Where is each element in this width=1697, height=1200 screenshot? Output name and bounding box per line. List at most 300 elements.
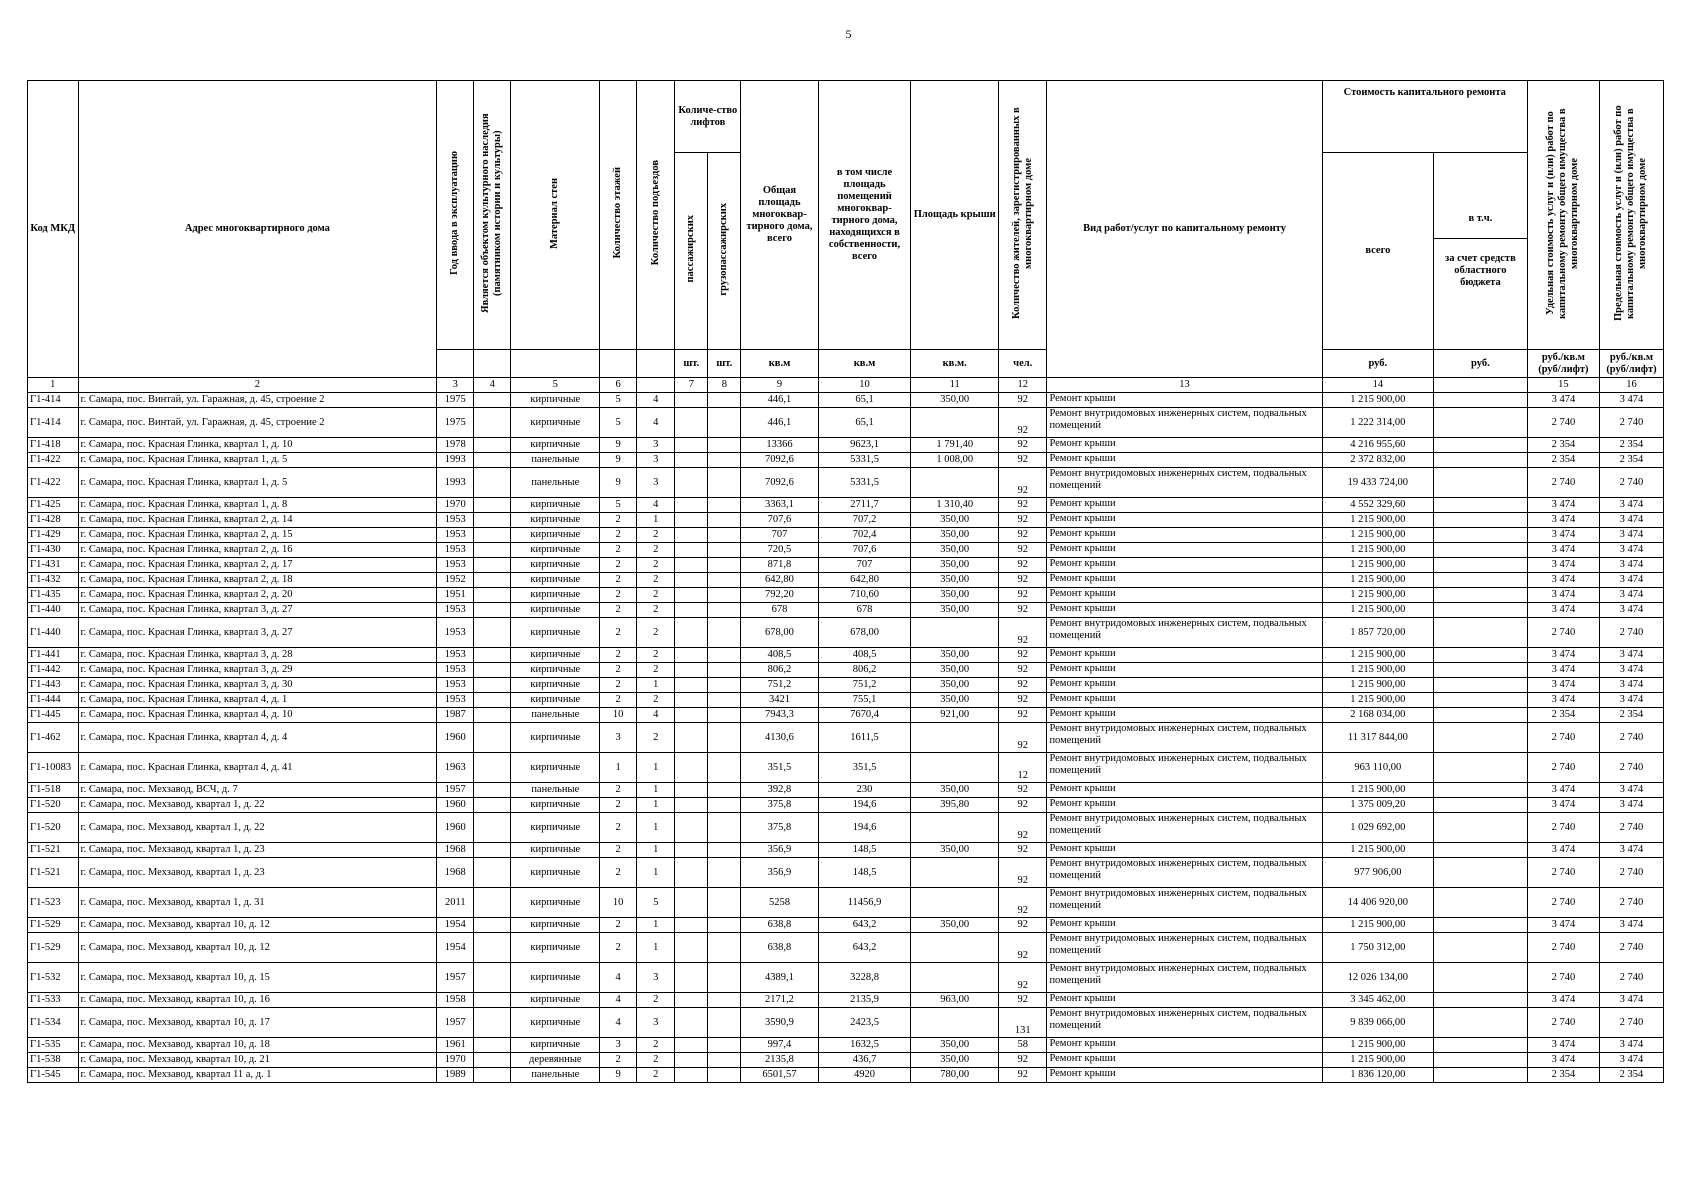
cell-floors: 5 [600, 393, 637, 408]
cell-owned-area: 194,6 [818, 813, 911, 843]
cell-unit-cost: 2 740 [1527, 858, 1599, 888]
cell-year: 1953 [437, 528, 474, 543]
cell-material: кирпичные [511, 393, 600, 408]
cell-residents: 92 [999, 393, 1047, 408]
table-row [28, 468, 1664, 498]
cell-floors: 2 [600, 618, 637, 648]
cell-heritage [474, 933, 511, 963]
cell-cost-total: 1 750 312,00 [1322, 933, 1433, 963]
cell-max-cost: 3 474 [1599, 1038, 1663, 1053]
cell-floors: 3 [600, 1038, 637, 1053]
cell-lifts-passenger [675, 573, 708, 588]
cell-year: 1957 [437, 1008, 474, 1038]
cell-cost-total: 2 168 034,00 [1322, 708, 1433, 723]
cell-heritage [474, 648, 511, 663]
cell-total-area: 997,4 [741, 1038, 818, 1053]
cell-unit-cost: 2 740 [1527, 618, 1599, 648]
cell-lifts-cargo [708, 573, 741, 588]
cell-heritage [474, 813, 511, 843]
cell-address: г. Самара, пос. Красная Глинка, квартал 4, д. 10 [78, 708, 437, 723]
cell-code: Г1-535 [28, 1038, 79, 1053]
cell-code: Г1-440 [28, 618, 79, 648]
cell-unit-cost: 2 740 [1527, 963, 1599, 993]
cell-residents: 92 [999, 528, 1047, 543]
cell-material: кирпичные [511, 408, 600, 438]
cell-owned-area: 2423,5 [818, 1008, 911, 1038]
cell-year: 1961 [437, 1038, 474, 1053]
cell-lifts-passenger [675, 408, 708, 438]
cell-entrances: 1 [637, 858, 675, 888]
cell-roof-area [911, 618, 999, 648]
cell-owned-area: 11456,9 [818, 888, 911, 918]
cell-entrances: 1 [637, 843, 675, 858]
cell-lifts-cargo [708, 408, 741, 438]
cell-lifts-passenger [675, 723, 708, 753]
cell-floors: 2 [600, 843, 637, 858]
cell-residents: 92 [999, 693, 1047, 708]
cell-cost-regional [1434, 813, 1528, 843]
cell-lifts-passenger [675, 858, 708, 888]
cell-floors: 5 [600, 408, 637, 438]
cell-code: Г1-440 [28, 603, 79, 618]
cell-owned-area: 65,1 [818, 408, 911, 438]
cell-work-type: Ремонт крыши [1047, 783, 1322, 798]
cell-code: Г1-418 [28, 438, 79, 453]
unit-rub-1: руб. [1322, 350, 1433, 378]
cell-unit-cost: 3 474 [1527, 558, 1599, 573]
cell-cost-regional [1434, 798, 1528, 813]
cell-code: Г1-533 [28, 993, 79, 1008]
column-number: 11 [911, 378, 999, 393]
cell-year: 1963 [437, 753, 474, 783]
cell-material: кирпичные [511, 558, 600, 573]
cell-owned-area: 4920 [818, 1068, 911, 1083]
cell-floors: 2 [600, 603, 637, 618]
cell-cost-total: 4 216 955,60 [1322, 438, 1433, 453]
cell-total-area: 351,5 [741, 753, 818, 783]
cell-cost-total: 3 345 462,00 [1322, 993, 1433, 1008]
cell-material: кирпичные [511, 438, 600, 453]
cell-code: Г1-10083 [28, 753, 79, 783]
table-row [28, 573, 1664, 588]
cell-heritage [474, 843, 511, 858]
column-number: 12 [999, 378, 1047, 393]
cell-max-cost: 3 474 [1599, 603, 1663, 618]
cell-heritage [474, 438, 511, 453]
cell-roof-area: 350,00 [911, 543, 999, 558]
cell-address: г. Самара, пос. Мехзавод, квартал 10, д. 17 [78, 1008, 437, 1038]
cell-lifts-passenger [675, 453, 708, 468]
cell-cost-total: 977 906,00 [1322, 858, 1433, 888]
cell-entrances: 2 [637, 603, 675, 618]
cell-floors: 2 [600, 573, 637, 588]
cell-code: Г1-538 [28, 1053, 79, 1068]
header-lifts-cargo: грузопассажирских [708, 153, 741, 350]
cell-address: г. Самара, пос. Красная Глинка, квартал 3, д. 29 [78, 663, 437, 678]
cell-work-type: Ремонт внутридомовых инженерных систем, подвальных помещений [1047, 963, 1322, 993]
cell-heritage [474, 588, 511, 603]
cell-year: 1970 [437, 498, 474, 513]
cell-unit-cost: 2 740 [1527, 888, 1599, 918]
cell-total-area: 7092,6 [741, 468, 818, 498]
cell-material: кирпичные [511, 513, 600, 528]
cell-total-area: 642,80 [741, 573, 818, 588]
cell-max-cost: 2 740 [1599, 753, 1663, 783]
cell-cost-total: 1 215 900,00 [1322, 1053, 1433, 1068]
cell-total-area: 375,8 [741, 813, 818, 843]
cell-cost-total: 1 215 900,00 [1322, 528, 1433, 543]
cell-lifts-cargo [708, 393, 741, 408]
cell-lifts-passenger [675, 393, 708, 408]
cell-code: Г1-462 [28, 723, 79, 753]
cell-heritage [474, 663, 511, 678]
cell-owned-area: 2711,7 [818, 498, 911, 513]
cell-heritage [474, 783, 511, 798]
unit-material [511, 350, 600, 378]
cell-lifts-passenger [675, 1053, 708, 1068]
unit-pcs-2: шт. [708, 350, 741, 378]
unit-year [437, 350, 474, 378]
cell-roof-area: 1 310,40 [911, 498, 999, 513]
cell-lifts-cargo [708, 843, 741, 858]
cell-floors: 2 [600, 783, 637, 798]
cell-roof-area: 780,00 [911, 1068, 999, 1083]
cell-max-cost: 3 474 [1599, 918, 1663, 933]
cell-work-type: Ремонт внутридомовых инженерных систем, подвальных помещений [1047, 858, 1322, 888]
cell-code: Г1-529 [28, 933, 79, 963]
cell-roof-area [911, 813, 999, 843]
table-row [28, 543, 1664, 558]
cell-floors: 4 [600, 963, 637, 993]
cell-heritage [474, 1008, 511, 1038]
cell-address: г. Самара, пос. Красная Глинка, квартал 4, д. 41 [78, 753, 437, 783]
cell-residents: 92 [999, 498, 1047, 513]
table-body [28, 393, 1664, 1083]
cell-material: кирпичные [511, 888, 600, 918]
cell-lifts-cargo [708, 993, 741, 1008]
cell-owned-area: 806,2 [818, 663, 911, 678]
cell-total-area: 356,9 [741, 843, 818, 858]
table-row [28, 858, 1664, 888]
cell-work-type: Ремонт крыши [1047, 663, 1322, 678]
unit-sqm-2: кв.м [818, 350, 911, 378]
cell-owned-area: 148,5 [818, 858, 911, 888]
cell-roof-area: 350,00 [911, 663, 999, 678]
cell-material: панельные [511, 783, 600, 798]
cell-lifts-cargo [708, 1053, 741, 1068]
cell-address: г. Самара, пос. Винтай, ул. Гаражная, д. 45, строение 2 [78, 408, 437, 438]
cell-cost-regional [1434, 1008, 1528, 1038]
cell-unit-cost: 3 474 [1527, 918, 1599, 933]
cell-lifts-passenger [675, 618, 708, 648]
cell-unit-cost: 3 474 [1527, 498, 1599, 513]
cell-roof-area: 350,00 [911, 573, 999, 588]
cell-floors: 2 [600, 813, 637, 843]
cell-lifts-passenger [675, 1038, 708, 1053]
cell-year: 1975 [437, 408, 474, 438]
cell-heritage [474, 393, 511, 408]
cell-lifts-passenger [675, 693, 708, 708]
cell-floors: 1 [600, 753, 637, 783]
cell-work-type: Ремонт крыши [1047, 603, 1322, 618]
cell-material: кирпичные [511, 543, 600, 558]
cell-address: г. Самара, пос. Красная Глинка, квартал 1, д. 8 [78, 498, 437, 513]
cell-entrances: 4 [637, 498, 675, 513]
cell-max-cost: 2 740 [1599, 1008, 1663, 1038]
cell-entrances: 2 [637, 1068, 675, 1083]
cell-entrances: 3 [637, 468, 675, 498]
cell-address: г. Самара, пос. Красная Глинка, квартал 2, д. 15 [78, 528, 437, 543]
cell-material: кирпичные [511, 573, 600, 588]
cell-owned-area: 678 [818, 603, 911, 618]
cell-heritage [474, 1038, 511, 1053]
cell-total-area: 446,1 [741, 393, 818, 408]
cell-code: Г1-532 [28, 963, 79, 993]
cell-unit-cost: 3 474 [1527, 678, 1599, 693]
cell-roof-area: 350,00 [911, 678, 999, 693]
cell-lifts-cargo [708, 708, 741, 723]
cell-roof-area: 963,00 [911, 993, 999, 1008]
cell-work-type: Ремонт внутридомовых инженерных систем, подвальных помещений [1047, 1008, 1322, 1038]
table-row [28, 618, 1664, 648]
column-number: 15 [1527, 378, 1599, 393]
cell-address: г. Самара, пос. Красная Глинка, квартал 3, д. 27 [78, 618, 437, 648]
column-numbers-row [28, 378, 1664, 393]
cell-total-area: 751,2 [741, 678, 818, 693]
cell-heritage [474, 498, 511, 513]
cell-heritage [474, 753, 511, 783]
cell-cost-regional [1434, 858, 1528, 888]
cell-floors: 2 [600, 648, 637, 663]
cell-address: г. Самара, пос. Мехзавод, ВСЧ, д. 7 [78, 783, 437, 798]
column-number: 16 [1599, 378, 1663, 393]
cell-cost-total: 963 110,00 [1322, 753, 1433, 783]
table-row [28, 663, 1664, 678]
cell-address: г. Самара, пос. Мехзавод, квартал 10, д. 12 [78, 918, 437, 933]
cell-floors: 10 [600, 888, 637, 918]
cell-year: 1957 [437, 963, 474, 993]
cell-code: Г1-429 [28, 528, 79, 543]
cell-total-area: 3363,1 [741, 498, 818, 513]
cell-max-cost: 3 474 [1599, 513, 1663, 528]
cell-owned-area: 702,4 [818, 528, 911, 543]
cell-work-type: Ремонт крыши [1047, 1038, 1322, 1053]
cell-total-area: 375,8 [741, 798, 818, 813]
cell-total-area: 13366 [741, 438, 818, 453]
cell-lifts-cargo [708, 783, 741, 798]
cell-code: Г1-428 [28, 513, 79, 528]
cell-work-type: Ремонт крыши [1047, 543, 1322, 558]
cell-work-type: Ремонт внутридомовых инженерных систем, подвальных помещений [1047, 618, 1322, 648]
column-number: 3 [437, 378, 474, 393]
cell-work-type: Ремонт крыши [1047, 393, 1322, 408]
cell-cost-regional [1434, 453, 1528, 468]
cell-address: г. Самара, пос. Красная Глинка, квартал 2, д. 17 [78, 558, 437, 573]
cell-total-area: 2171,2 [741, 993, 818, 1008]
cell-residents: 92 [999, 603, 1047, 618]
header-address: Адрес многоквартирного дома [78, 81, 437, 378]
cell-max-cost: 3 474 [1599, 783, 1663, 798]
table-row [28, 933, 1664, 963]
header-heritage: Является объектом культурного наследия (памятником истории и культуры) [474, 81, 511, 350]
cell-material: панельные [511, 453, 600, 468]
cell-year: 1951 [437, 588, 474, 603]
cell-owned-area: 642,80 [818, 573, 911, 588]
cell-cost-total: 1 215 900,00 [1322, 1038, 1433, 1053]
cell-year: 1953 [437, 513, 474, 528]
cell-address: г. Самара, пос. Мехзавод, квартал 1, д. 22 [78, 798, 437, 813]
cell-cost-regional [1434, 408, 1528, 438]
cell-max-cost: 3 474 [1599, 543, 1663, 558]
cell-floors: 2 [600, 1053, 637, 1068]
cell-owned-area: 5331,5 [818, 468, 911, 498]
cell-residents: 92 [999, 573, 1047, 588]
cell-roof-area: 350,00 [911, 693, 999, 708]
cell-cost-total: 1 215 900,00 [1322, 843, 1433, 858]
cell-cost-total: 1 857 720,00 [1322, 618, 1433, 648]
cell-floors: 2 [600, 798, 637, 813]
cell-owned-area: 7670,4 [818, 708, 911, 723]
cell-address: г. Самара, пос. Мехзавод, квартал 10, д. 12 [78, 933, 437, 963]
table-row [28, 1068, 1664, 1083]
cell-total-area: 678,00 [741, 618, 818, 648]
cell-work-type: Ремонт крыши [1047, 588, 1322, 603]
cell-unit-cost: 3 474 [1527, 513, 1599, 528]
cell-lifts-passenger [675, 933, 708, 963]
cell-lifts-passenger [675, 588, 708, 603]
cell-lifts-passenger [675, 558, 708, 573]
cell-lifts-cargo [708, 618, 741, 648]
cell-cost-total: 1 836 120,00 [1322, 1068, 1433, 1083]
cell-residents: 92 [999, 723, 1047, 753]
cell-residents: 131 [999, 1008, 1047, 1038]
cell-code: Г1-523 [28, 888, 79, 918]
cell-entrances: 3 [637, 1008, 675, 1038]
cell-total-area: 806,2 [741, 663, 818, 678]
cell-cost-regional [1434, 468, 1528, 498]
cell-lifts-cargo [708, 1038, 741, 1053]
cell-roof-area: 350,00 [911, 393, 999, 408]
header-roof-area: Площадь крыши [911, 81, 999, 350]
cell-work-type: Ремонт крыши [1047, 918, 1322, 933]
cell-address: г. Самара, пос. Мехзавод, квартал 10, д. 16 [78, 993, 437, 1008]
cell-year: 2011 [437, 888, 474, 918]
cell-max-cost: 2 354 [1599, 438, 1663, 453]
cell-heritage [474, 543, 511, 558]
cell-lifts-passenger [675, 678, 708, 693]
cell-entrances: 1 [637, 813, 675, 843]
cell-entrances: 3 [637, 963, 675, 993]
cell-max-cost: 3 474 [1599, 498, 1663, 513]
cell-address: г. Самара, пос. Красная Глинка, квартал 2, д. 16 [78, 543, 437, 558]
cell-address: г. Самара, пос. Красная Глинка, квартал 3, д. 28 [78, 648, 437, 663]
cell-residents: 92 [999, 438, 1047, 453]
cell-unit-cost: 3 474 [1527, 588, 1599, 603]
cell-work-type: Ремонт крыши [1047, 513, 1322, 528]
cell-entrances: 1 [637, 933, 675, 963]
cell-cost-regional [1434, 603, 1528, 618]
unit-sqm-1: кв.м [741, 350, 818, 378]
cell-heritage [474, 513, 511, 528]
cell-address: г. Самара, пос. Красная Глинка, квартал 4, д. 1 [78, 693, 437, 708]
cell-heritage [474, 573, 511, 588]
cell-year: 1953 [437, 558, 474, 573]
header-material: Материал стен [511, 81, 600, 350]
cell-cost-total: 1 375 009,20 [1322, 798, 1433, 813]
table-row [28, 498, 1664, 513]
unit-entrances [637, 350, 675, 378]
cell-roof-area [911, 963, 999, 993]
cell-entrances: 1 [637, 753, 675, 783]
cell-heritage [474, 858, 511, 888]
cell-material: кирпичные [511, 498, 600, 513]
cell-residents: 92 [999, 1068, 1047, 1083]
cell-address: г. Самара, пос. Мехзавод, квартал 1, д. 23 [78, 858, 437, 888]
cell-roof-area: 350,00 [911, 528, 999, 543]
cell-floors: 9 [600, 438, 637, 453]
cell-material: кирпичные [511, 588, 600, 603]
cell-owned-area: 1632,5 [818, 1038, 911, 1053]
cell-roof-area: 350,00 [911, 783, 999, 798]
cell-cost-regional [1434, 843, 1528, 858]
cell-residents: 92 [999, 618, 1047, 648]
cell-cost-regional [1434, 993, 1528, 1008]
header-max-cost: Предельная стоимость услуг и (или) работ по капитальному ремонту общего имущества в многоквартирном доме [1599, 81, 1663, 350]
cell-floors: 9 [600, 453, 637, 468]
cell-owned-area: 643,2 [818, 933, 911, 963]
cell-work-type: Ремонт внутридомовых инженерных систем, подвальных помещений [1047, 813, 1322, 843]
cell-floors: 2 [600, 933, 637, 963]
cell-lifts-cargo [708, 453, 741, 468]
cell-cost-regional [1434, 528, 1528, 543]
cell-heritage [474, 888, 511, 918]
table-row [28, 678, 1664, 693]
cell-cost-total: 19 433 724,00 [1322, 468, 1433, 498]
cell-cost-total: 1 215 900,00 [1322, 663, 1433, 678]
cell-max-cost: 2 740 [1599, 618, 1663, 648]
cell-lifts-passenger [675, 438, 708, 453]
header-code: Код МКД [28, 81, 79, 378]
unit-people: чел. [999, 350, 1047, 378]
cell-year: 1953 [437, 648, 474, 663]
cell-owned-area: 751,2 [818, 678, 911, 693]
cell-work-type: Ремонт крыши [1047, 708, 1322, 723]
cell-max-cost: 2 354 [1599, 1068, 1663, 1083]
cell-address: г. Самара, пос. Красная Глинка, квартал 2, д. 14 [78, 513, 437, 528]
cell-cost-total: 1 215 900,00 [1322, 513, 1433, 528]
cell-roof-area: 395,80 [911, 798, 999, 813]
cell-code: Г1-520 [28, 798, 79, 813]
cell-residents: 92 [999, 408, 1047, 438]
cell-roof-area: 350,00 [911, 513, 999, 528]
cell-work-type: Ремонт крыши [1047, 1053, 1322, 1068]
cell-entrances: 2 [637, 558, 675, 573]
cell-cost-regional [1434, 573, 1528, 588]
cell-code: Г1-545 [28, 1068, 79, 1083]
cell-cost-regional [1434, 1038, 1528, 1053]
unit-col15: руб./кв.м (руб/лифт) [1527, 350, 1599, 378]
cell-lifts-passenger [675, 1008, 708, 1038]
cell-work-type: Ремонт крыши [1047, 843, 1322, 858]
cell-floors: 9 [600, 468, 637, 498]
cell-cost-total: 1 215 900,00 [1322, 648, 1433, 663]
cell-unit-cost: 2 740 [1527, 813, 1599, 843]
cell-lifts-cargo [708, 888, 741, 918]
cell-code: Г1-414 [28, 393, 79, 408]
cell-owned-area: 3228,8 [818, 963, 911, 993]
cell-roof-area: 350,00 [911, 1053, 999, 1068]
cell-entrances: 3 [637, 438, 675, 453]
